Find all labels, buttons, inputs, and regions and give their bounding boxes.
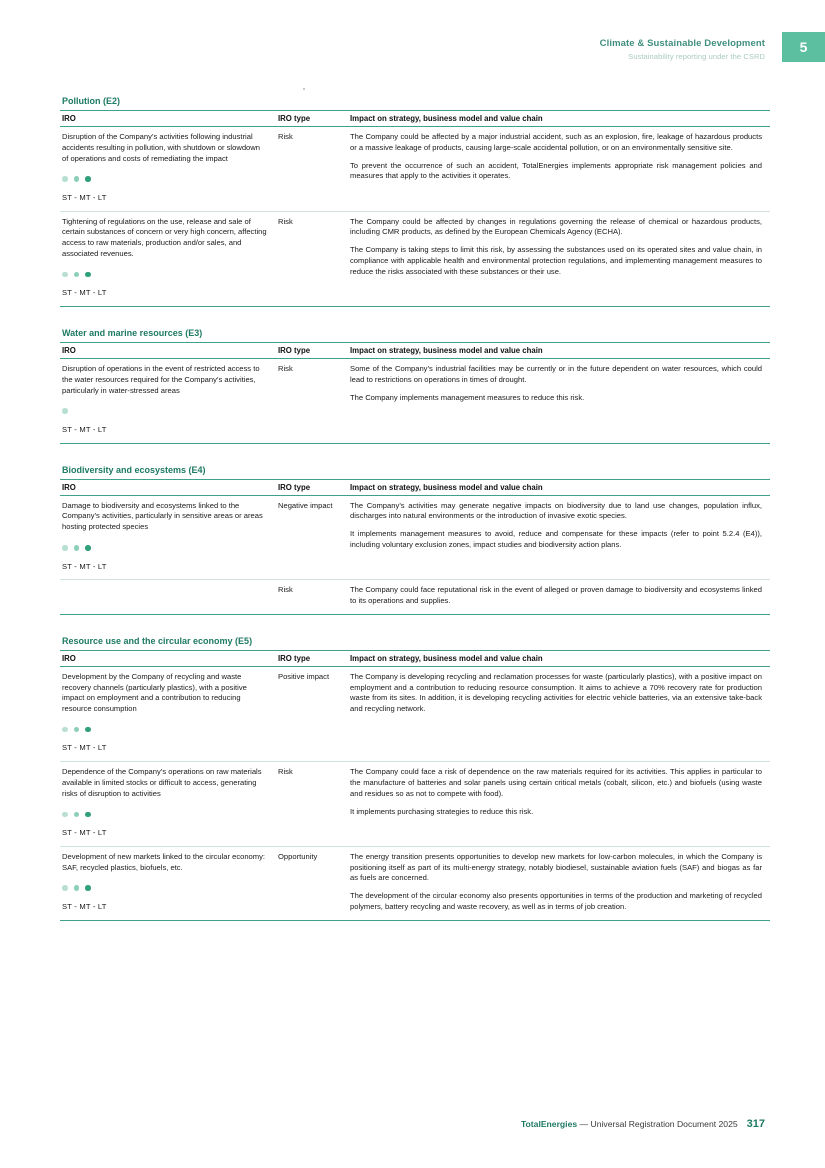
horizon-dot: [62, 408, 68, 414]
iro-description: Disruption of the Company’s activities following industrial accidents resulting in pollution, with shutdown or slowdown of operations and costs of remediating the impact: [62, 132, 260, 163]
table-row: [60, 846, 770, 920]
cell-impact: [348, 762, 770, 847]
column-header-impact: Impact on strategy, business model and value chain: [348, 651, 770, 667]
time-horizon-dots: [62, 727, 268, 733]
time-horizon-dots: [62, 812, 268, 818]
horizon-dot: [62, 272, 68, 278]
time-horizon-dots: [62, 176, 268, 182]
cell-iro-type: Risk: [276, 580, 348, 615]
cell-iro-type: Risk: [276, 127, 348, 212]
iro-table: [60, 480, 770, 615]
column-header-impact: Impact on strategy, business model and value chain: [348, 343, 770, 359]
cell-impact: [348, 666, 770, 761]
table-row: [60, 580, 770, 615]
iro-description: Tightening of regulations on the use, release and sale of certain substances of concern or very high concern, affecting access to raw materials, production and/or sales, and associated revenues.: [62, 216, 267, 258]
page-header: [0, 38, 825, 72]
horizon-dot: [62, 545, 68, 551]
impact-paragraph: The Company could face reputational risk in the event of alleged or proven damage to biodiversity and ecosystems linked to its operations and supplies.: [350, 585, 762, 606]
header-chapter-title: Climate & Sustainable Development: [599, 38, 765, 49]
impact-paragraph: The Company is developing recycling and reclamation processes for waste (particularly plastics), with a positive impact on employment and a contribution to reducing resource consumption. It aims to achieve a 70% recovery rate for production waste from its sites. In addition, it is developing recycling activities for electric vehicle batteries, via an extensive take-back and recycling network.: [350, 671, 762, 714]
impact-paragraph: It implements purchasing strategies to reduce this risk.: [350, 806, 534, 816]
iro-description: Disruption of operations in the event of restricted access to the water resources required for the Company’s activities, particularly in water-stressed areas: [62, 364, 260, 395]
column-header-iro-type: IRO type: [276, 480, 348, 496]
iro-section: [60, 324, 770, 444]
horizon-dot: [85, 545, 91, 551]
cell-impact: [348, 846, 770, 920]
iro-section: [60, 92, 770, 307]
cell-impact: [348, 580, 770, 615]
cell-impact: [348, 127, 770, 212]
impact-paragraph: The Company implements management measures to reduce this risk.: [350, 392, 585, 402]
iro-description: Damage to biodiversity and ecosystems linked to the Company’s activities, particularly in sensitive areas or areas hosting protected species: [62, 500, 263, 532]
impact-paragraph: The Company could be affected by changes in regulations governing the release of chemical or hazardous products, including CMR products, as defined by the European Chemicals Agency (ECHA).: [350, 216, 762, 237]
chapter-number-tab: 5: [782, 32, 825, 62]
impact-paragraph: The Company’s activities may generate negative impacts on biodiversity due to land use changes, population influx, discharges into natural environments or the introduction of invasive exotic species.: [350, 500, 762, 521]
horizon-dot: [74, 812, 80, 818]
horizon-dot: [85, 885, 91, 891]
impact-paragraph: To prevent the occurrence of such an accident, TotalEnergies implements appropriate risk management policies and measures that apply to the activities it operates.: [350, 160, 762, 181]
cell-iro-type: Positive impact: [276, 666, 348, 761]
cell-impact: [348, 359, 770, 444]
footer-doc-title: — Universal Registration Document 2025: [577, 1119, 738, 1129]
impact-paragraph: The energy transition presents opportunities to develop new markets for low-carbon molecules, in which the Company is positioning itself as part of its multi-energy strategy, notably biodiesel, sustainable aviation fuels (SAF) and biogas as far as fuels are concerned.: [350, 851, 762, 883]
horizon-dot: [74, 727, 80, 733]
horizon-dot: [62, 176, 68, 182]
footer-page-number: 317: [746, 1118, 765, 1130]
column-header-iro-type: IRO type: [276, 343, 348, 359]
cell-iro: [60, 211, 276, 306]
time-horizon-dots: [62, 545, 268, 551]
cell-iro: [60, 127, 276, 212]
time-horizon-label: ST - MT - LT: [62, 288, 107, 298]
column-header-impact: Impact on strategy, business model and value chain: [348, 111, 770, 127]
cell-iro-type: Negative impact: [276, 495, 348, 580]
column-header-iro-type: IRO type: [276, 111, 348, 127]
horizon-dot: [62, 885, 68, 891]
cell-iro: [60, 495, 276, 580]
impact-paragraph: Some of the Company’s industrial facilities may be currently or in the future dependent on water resources, which could lead to restrictions on operations in times of drought.: [350, 364, 762, 384]
impact-paragraph: The development of the circular economy also presents opportunities in terms of the production and marketing of recycled polymers, battery recycling and waste recovery, as well as in terms of job creation.: [350, 891, 762, 911]
impact-paragraph: The Company could face a risk of dependence on the raw materials required for its activities. This applies in particular to the manufacture of batteries and solar panels using certain critical metals (cobalt, silicon, etc.) and biofuels (using waste and residues so as not to compete with food).: [350, 767, 762, 798]
table-row: [60, 359, 770, 444]
horizon-dot: [85, 727, 91, 733]
time-horizon-label: ST - MT - LT: [62, 901, 107, 911]
iro-section: [60, 461, 770, 615]
cell-iro-type: Risk: [276, 359, 348, 444]
column-header-impact: Impact on strategy, business model and value chain: [348, 480, 770, 496]
table-row: [60, 127, 770, 212]
table-row: [60, 495, 770, 580]
column-header-iro: IRO: [60, 651, 276, 667]
column-header-iro: IRO: [60, 343, 276, 359]
horizon-dot: [85, 812, 91, 818]
cell-iro: [60, 666, 276, 761]
cell-iro-type: Opportunity: [276, 846, 348, 920]
section-title: Water and marine resources (E3): [60, 324, 770, 343]
footer-document-label: [521, 1119, 738, 1129]
cell-impact: [348, 211, 770, 306]
iro-table: [60, 343, 770, 444]
time-horizon-dots: [62, 408, 268, 414]
horizon-dot: [85, 272, 91, 278]
column-header-iro: IRO: [60, 111, 276, 127]
table-row: [60, 762, 770, 847]
column-header-iro: IRO: [60, 480, 276, 496]
table-header-row: [60, 480, 770, 496]
time-horizon-label: ST - MT - LT: [62, 424, 107, 434]
time-horizon-label: ST - MT - LT: [62, 561, 107, 571]
time-horizon-label: ST - MT - LT: [62, 743, 107, 753]
footer-brand: TotalEnergies: [520, 1119, 578, 1129]
iro-section: [60, 632, 770, 921]
time-horizon-label: ST - MT - LT: [62, 192, 107, 202]
cell-iro-type: Risk: [276, 211, 348, 306]
horizon-dot: [74, 176, 80, 182]
page-speck: [303, 88, 305, 90]
iro-description: Development of new markets linked to the circular economy: SAF, recycled plastics, biofuels, etc.: [62, 851, 266, 872]
horizon-dot: [85, 176, 91, 182]
cell-iro: [60, 580, 276, 615]
time-horizon-dots: [62, 885, 268, 891]
horizon-dot: [62, 727, 68, 733]
iro-table: [60, 651, 770, 921]
iro-description: Development by the Company of recycling and waste recovery channels (particularly plastics), with a positive impact on employment and a contribution to reducing resource consumption: [62, 671, 247, 714]
time-horizon-dots: [62, 272, 268, 278]
cell-iro-type: Risk: [276, 762, 348, 847]
table-header-row: [60, 343, 770, 359]
cell-iro: [60, 846, 276, 920]
section-title: Biodiversity and ecosystems (E4): [60, 461, 770, 480]
impact-paragraph: It implements management measures to avoid, reduce and compensate for these impacts (refer to point 5.2.4 (E4)), including voluntary exclusion zones, impact studies and biodiversity action plans.: [350, 529, 762, 549]
header-chapter-subtitle: Sustainability reporting under the CSRD: [628, 51, 765, 61]
time-horizon-label: ST - MT - LT: [62, 828, 107, 838]
horizon-dot: [62, 812, 68, 818]
horizon-dot: [74, 272, 80, 278]
cell-iro: [60, 359, 276, 444]
section-title: Resource use and the circular economy (E5): [60, 632, 770, 651]
iro-table: [60, 111, 770, 307]
table-header-row: [60, 651, 770, 667]
page-content: [60, 92, 770, 938]
iro-description: Dependence of the Company’s operations on raw materials available in limited stocks or difficult to access, generating risks of disruption to activities: [62, 767, 262, 798]
cell-iro: [60, 762, 276, 847]
table-row: [60, 666, 770, 761]
horizon-dot: [74, 885, 80, 891]
section-title: Pollution (E2): [60, 92, 770, 111]
impact-paragraph: The Company is taking steps to limit this risk, by assessing the substances used on its operated sites and value chain, in compliance with applicable health and environmental protection regulations, and implementing management measures to reduce the risks associated with these substances or their use.: [350, 245, 762, 276]
page-footer: [521, 1118, 765, 1130]
header-text-block: [600, 38, 765, 62]
cell-impact: [348, 495, 770, 580]
column-header-iro-type: IRO type: [276, 651, 348, 667]
impact-paragraph: The Company could be affected by a major industrial accident, such as an explosion, fire, leakage of hazardous products or a massive leakage of products, causing large-scale accidental pollution, or on an environmentally sensitive site.: [350, 132, 762, 152]
table-header-row: [60, 111, 770, 127]
horizon-dot: [74, 545, 80, 551]
table-row: [60, 211, 770, 306]
